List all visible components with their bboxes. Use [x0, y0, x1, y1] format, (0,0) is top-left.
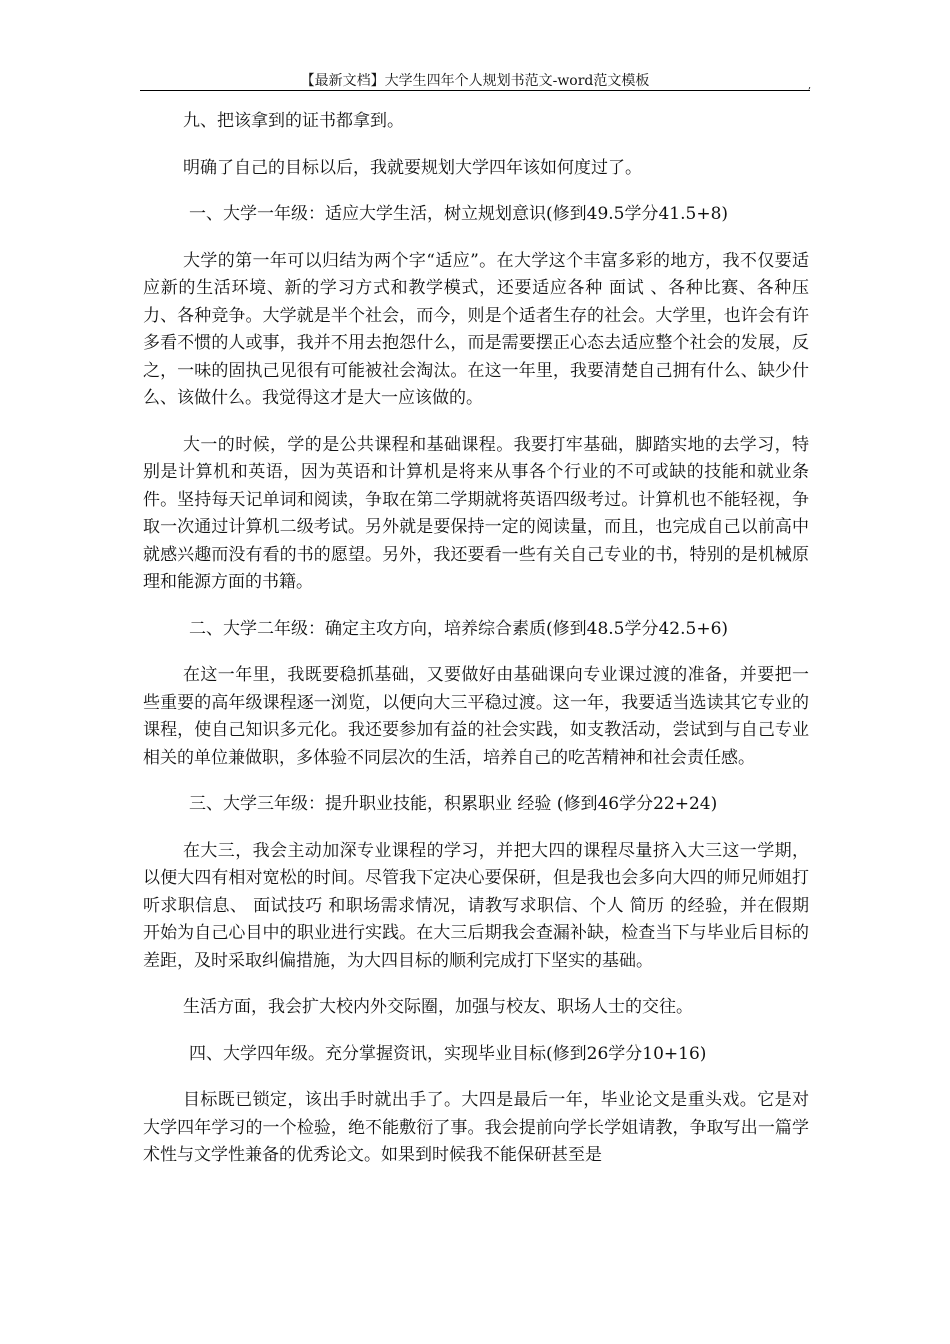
paragraph-certificates: 九、把该拿到的证书都拿到。 — [183, 111, 404, 131]
heading-year-one: 一、大学一年级：适应大学生活，树立规划意识(修到49.5学分41.5+8) — [189, 204, 729, 224]
document-body — [143, 108, 809, 1170]
heading-year-three: 三、大学三年级：提升职业技能，积累职业 经验 (修到46学分22+24) — [189, 794, 718, 814]
header-title: 【最新文档】大学生四年个人规划书范文-word范文模板 — [300, 73, 650, 89]
heading-year-two: 二、大学二年级：确定主攻方向，培养综合素质(修到48.5学分42.5+6) — [189, 618, 729, 639]
paragraph-year-one-study: 大一的时候，学的是公共课程和基础课程。我要打牢基础，脚踏实地的去学习，特别是计算机和英语，因为英语和计算机是将来从事各个行业的不可或缺的技能和就业条件。坚持每天记单词和阅读，争取在第二学期就将英语四级考过。计算机也不能轻视，争取一次通过计算机二级考试。另外就是要保持一定的阅读量，而且，也完成自己以前高中就感兴趣而没有看的书的愿望。另外，我还要看一些有关自己专业的书，特别的是机械原理和能源方面的书籍。 — [143, 434, 809, 592]
paragraph-year-three: 在大三，我会主动加深专业课程的学习，并把大四的课程尽量挤入大三这一学期，以便大四有相对宽松的时间。尽管我下定决心要保研，但是我也会多向大四的师兄师姐打听求职信息、 面试技巧 和职场需求情况，请教写求职信、个人 简历 的经验，并在假期开始为自己心目中的职业进行实践。在大三后期我会查漏补缺，检查当下与毕业后目标的差距，及时采取纠偏措施，为大四目标的顺利完成打下坚实的基础。 — [143, 840, 809, 971]
paragraph-year-one-adapt: 大学的第一年可以归结为两个字“适应”。在大学这个丰富多彩的地方，我不仅要适应新的生活环境、新的学习方式和教学模式，还要适应各种 面试 、各种比赛、各种压力、各种竞争。大学就是半个社会，而今，则是个适者生存的社会。大学里，也许会有许多看不惯的人或事，我并不用去抱怨什么，而是需要摆正心态去适应整个社会的发展，反之，一味的固执己见很有可能被社会淘汰。在这一年里，我要清楚自己拥有什么、缺少什么、该做什么。我觉得这才是大一应该做的。 — [143, 250, 809, 408]
paragraph-year-three-life: 生活方面，我会扩大校内外交际圈，加强与校友、职场人士的交往。 — [183, 997, 693, 1017]
paragraph-year-four: 目标既已锁定，该出手时就出手了。大四是最后一年，毕业论文是重头戏。它是对大学四年学习的一个检验，绝不能敷衍了事。我会提前向学长学姐请教，争取写出一篇学术性与文学性兼备的优秀论文。如果到时候我不能保研甚至是 — [143, 1090, 809, 1165]
paragraph-year-two: 在这一年里，我既要稳抓基础，又要做好由基础课向专业课过渡的准备，并要把一些重要的高年级课程逐一浏览，以便向大三平稳过渡。这一年，我要适当选读其它专业的课程，使自己知识多元化。我还要参加有益的社会实践，如支教活动，尝试到与自己专业相关的单位兼做职，多体验不同层次的生活，培养自己的吃苦精神和社会责任感。 — [143, 665, 809, 768]
paragraph-intro: 明确了自己的目标以后，我就要规划大学四年该如何度过了。 — [183, 157, 642, 178]
heading-year-four: 四、大学四年级。充分掌握资讯，实现毕业目标(修到26学分10+16) — [189, 1043, 707, 1064]
page-header — [0, 0, 950, 92]
header-divider — [140, 90, 810, 91]
header-mark: , — [808, 80, 812, 91]
